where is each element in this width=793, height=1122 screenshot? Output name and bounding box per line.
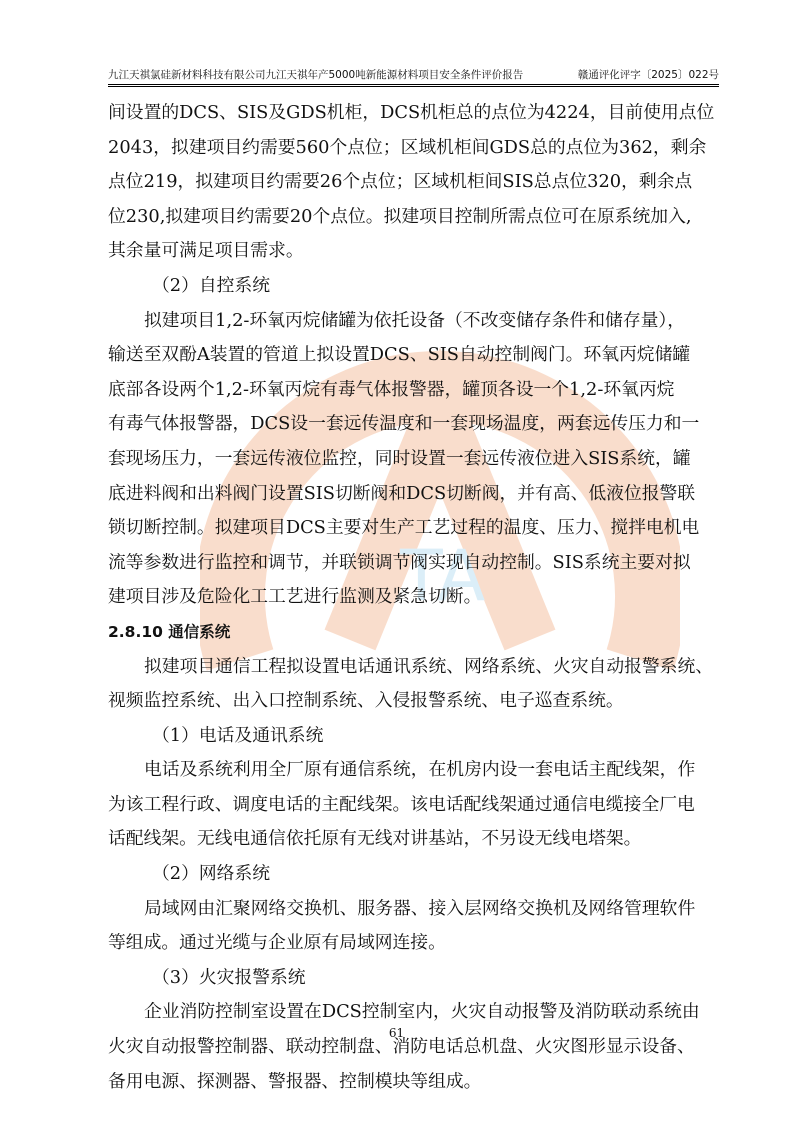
para-line: 企业消防控制室设置在DCS控制室内，火灾自动报警及消防联动系统由	[144, 1001, 700, 1023]
para-line: 底部各设两个1,2-环氧丙烷有毒气体报警器，罐顶各设一个1,2-环氧丙烷	[108, 378, 675, 400]
para-line: 有毒气体报警器，DCS设一套远传温度和一套现场温度，两套远传压力和一	[108, 413, 700, 435]
para-line: 建项目涉及危险化工工艺进行监测及紧急切断。	[108, 586, 482, 608]
para-line: 2043，拟建项目约需要560个点位；区域机柜间GDS总的点位为362，剩余	[108, 136, 707, 158]
header-rule	[108, 86, 719, 87]
para-line: 话配线架。无线电通信依托原有无线对讲基站，不另设无线电塔架。	[108, 828, 642, 850]
para-line: 局域网由汇聚网络交换机、服务器、接入层网络交换机及网络管理软件	[144, 897, 696, 919]
para-line: 输送至双酚A装置的管道上拟设置DCS、SIS自动控制阀门。环氧丙烷储罐	[108, 344, 691, 366]
para-line: 视频监控系统、出入口控制系统、入侵报警系统、电子巡查系统。	[108, 690, 624, 712]
para-line: 底进料阀和出料阀门设置SIS切断阀和DCS切断阀，并有高、低液位报警联	[108, 482, 696, 504]
subheading-fire: （3）火灾报警系统	[152, 966, 306, 988]
para-line: 拟建项目通信工程拟设置电话通讯系统、网络系统、火灾自动报警系统、	[144, 655, 714, 677]
header-title: 九江天祺氯硅新材料科技有限公司九江天祺年产5000吨新能源材料项目安全条件评价报告	[108, 69, 524, 81]
section-heading: 2.8.10 通信系统	[108, 622, 231, 641]
subheading-network: （2）网络系统	[152, 863, 271, 885]
para-line: 电话及系统利用全厂原有通信系统，在机房内设一套电话主配线架，作	[144, 759, 696, 781]
para-line: 锁切断控制。拟建项目DCS主要对生产工艺过程的温度、压力、搅拌电机电	[108, 517, 700, 539]
para-line: 位230,拟建项目约需要20个点位。拟建项目控制所需点位可在原系统加入,	[108, 205, 692, 227]
page-number: 61	[388, 1026, 405, 1040]
para-line: 套现场压力，一套远传液位监控，同时设置一套远传液位进入SIS系统，罐	[108, 447, 691, 469]
para-line: 火灾自动报警控制器、联动控制盘、消防电话总机盘、火灾图形显示设备、	[108, 1036, 695, 1058]
para-line: 为该工程行政、调度电话的主配线架。该电话配线架通过通信电缆接全厂电	[108, 793, 695, 815]
para-line: 拟建项目1,2-环氧丙烷储罐为依托设备（不改变储存条件和储存量），	[144, 309, 686, 331]
para-line: 其余量可满足项目需求。	[108, 240, 304, 262]
page-content	[108, 96, 719, 1099]
para-line: 等组成。通过光缆与企业原有局域网连接。	[108, 932, 446, 954]
svg-text:TA: TA	[400, 535, 486, 617]
header-doc-number: 赣通评化评字〔2025〕022号	[577, 69, 719, 81]
subheading-phone: （1）电话及通讯系统	[152, 724, 324, 746]
para-line: 点位219，拟建项目约需要26个点位；区域机柜间SIS总点位320，剩余点	[108, 171, 693, 193]
page-header	[108, 64, 719, 85]
para-line: 备用电源、探测器、警报器、控制模块等组成。	[108, 1070, 482, 1092]
subheading-autocontrol: （2）自控系统	[152, 274, 271, 296]
para-line: 流等参数进行监控和调节，并联锁调节阀实现自动控制。SIS系统主要对拟	[108, 551, 691, 573]
para-line: 间设置的DCS、SIS及GDS机柜，DCS机柜总的点位为4224，目前使用点位	[108, 102, 715, 123]
